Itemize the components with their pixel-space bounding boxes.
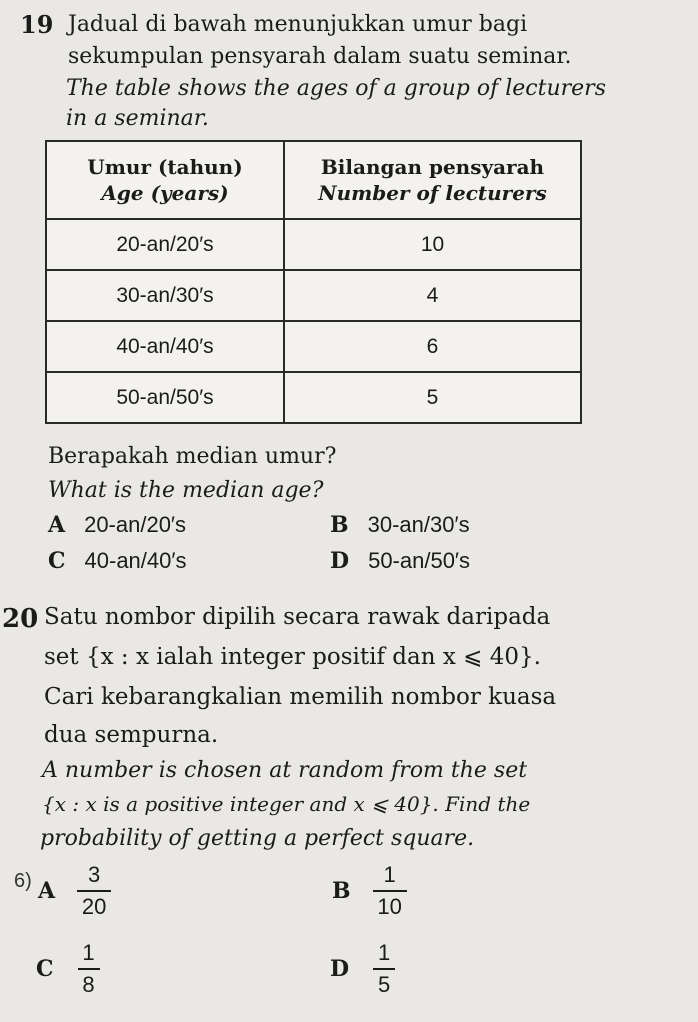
count-cell: 6 [284,321,581,372]
q19-option-d[interactable] [330,548,470,574]
q19-option-a[interactable] [48,512,186,538]
fraction [78,940,100,998]
q19-english-line-1: The table shows the ages of a group of lecturers [66,76,606,101]
denominator: 20 [81,894,107,919]
numerator: 3 [87,862,101,887]
age-table [45,140,582,424]
table-row [46,219,581,270]
fraction-bar [77,890,111,892]
q20-option-b[interactable] [332,862,407,920]
fraction [373,862,407,920]
age-cell: 40-an/40′s [46,321,284,372]
handwritten-mark: 6) [14,870,32,892]
question-19-number: 19 [20,10,54,39]
denominator: 10 [377,894,402,919]
q20-english-line-2: {x : x is a positive integer and x ⩽ 40}. Find the [42,792,531,816]
numerator: 1 [82,940,95,965]
option-letter: A [48,512,66,538]
question-20-number: 20 [2,604,39,634]
fraction [77,862,111,920]
option-letter: C [36,956,54,982]
count-cell: 5 [284,372,581,423]
numerator: 1 [377,940,391,965]
q19-question-ms: Berapakah median umur? [48,444,337,469]
numerator: 1 [383,862,396,887]
q19-option-b[interactable] [330,512,470,538]
option-letter: D [330,956,350,982]
option-letter: B [330,512,349,538]
age-cell: 30-an/30′s [46,270,284,321]
q20-option-c[interactable] [36,940,100,998]
table-row [46,372,581,423]
table-row [46,270,581,321]
option-letter: C [48,548,66,574]
q19-option-c[interactable] [48,548,187,574]
q19-malay-line-2: sekumpulan pensyarah dalam suatu seminar. [68,44,572,69]
denominator: 8 [82,972,95,997]
q20-option-d[interactable] [330,940,395,998]
q20-malay-line-3: Cari kebarangkalian memilih nombor kuasa [44,684,557,710]
q20-malay-line-1: Satu nombor dipilih secara rawak daripada [44,604,551,630]
count-header-en: Number of lecturers [318,181,547,205]
option-text: 50-an/50′s [368,548,471,573]
option-text: 30-an/30′s [367,512,470,537]
count-header-ms: Bilangan pensyarah [320,155,545,179]
age-table-header-row [46,141,581,219]
option-letter: A [38,878,56,904]
option-text: 20-an/20′s [84,512,187,537]
fraction-bar [373,890,407,892]
q20-english-line-3: probability of getting a perfect square. [40,826,475,851]
q20-option-a[interactable] [38,862,111,920]
table-row [46,321,581,372]
age-cell: 50-an/50′s [46,372,284,423]
fraction-bar [373,968,395,970]
q19-malay-line-1: Jadual di bawah menunjukkan umur bagi [68,12,528,37]
denominator: 5 [377,972,391,997]
count-header [284,141,581,219]
option-text: 40-an/40′s [84,548,187,573]
count-cell: 10 [284,219,581,270]
option-letter: D [330,548,350,574]
fraction-bar [78,968,100,970]
q20-english-line-1: A number is chosen at random from the set [42,758,528,783]
age-header [46,141,284,219]
q20-malay-line-2: set {x : x ialah integer positif dan x ⩽ 40}. [44,644,541,670]
q19-question-en: What is the median age? [48,478,324,503]
q20-malay-line-4: dua sempurna. [44,722,219,748]
age-header-ms: Umur (tahun) [87,155,243,179]
fraction [373,940,395,998]
age-header-en: Age (years) [101,181,229,205]
option-letter: B [332,878,351,904]
count-cell: 4 [284,270,581,321]
q19-english-line-2: in a seminar. [66,106,209,131]
age-cell: 20-an/20′s [46,219,284,270]
